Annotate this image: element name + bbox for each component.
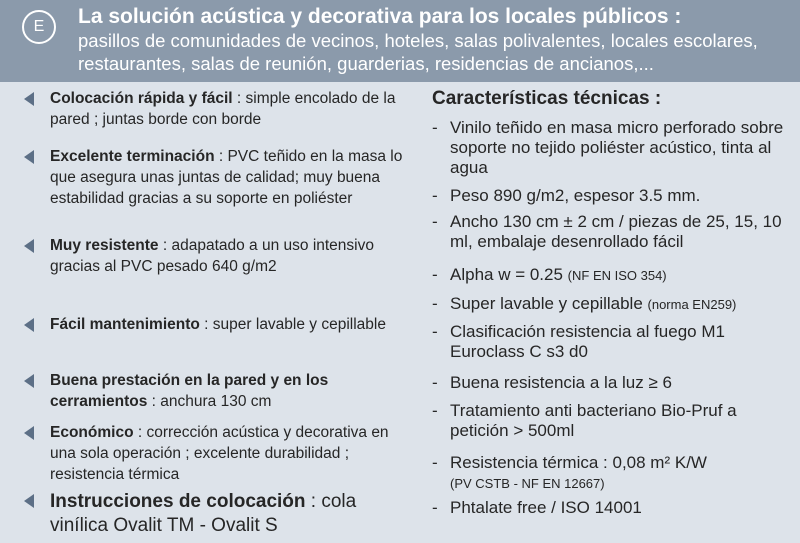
spec-item: - Buena resistencia a la luz ≥ 6 bbox=[432, 373, 672, 392]
feature-item bbox=[24, 490, 410, 538]
feature-item bbox=[24, 422, 410, 485]
spec-item: - Tratamiento anti bacteriano Bio-Pruf a petición > 500ml bbox=[432, 401, 737, 440]
feature-label: Muy resistente bbox=[50, 237, 159, 254]
header-title: La solución acústica y decorativa para los locales públicos : bbox=[78, 5, 682, 28]
feature-text: : PVC teñido en la masa lo que asegura unas juntas de calidad; muy buena estabilidad gracias a su soporte en poliéster bbox=[50, 148, 403, 207]
feature-label: Buena prestación en la pared y en los cerramientos bbox=[50, 372, 329, 410]
spec-text: Vinilo teñido en masa micro perforado sobre soporte no tejido poliéster acústico, tinta al agua bbox=[450, 118, 784, 177]
spec-text: Tratamiento anti bacteriano Bio-Pruf a petición > 500ml bbox=[450, 401, 737, 440]
spec-item: - Super lavable y cepillable (norma EN259) bbox=[432, 294, 737, 313]
header-subtitle: pasillos de comunidades de vecinos, hoteles, salas polivalentes, locales escolares, restaurantes, salas de reunión, guarderias, residencias de ancianos,... bbox=[78, 30, 758, 74]
spec-note: (PV CSTB - NF EN 12667) bbox=[450, 476, 605, 491]
spec-note: (norma EN259) bbox=[647, 297, 737, 312]
feature-item bbox=[24, 235, 410, 277]
triangle-bullet-icon bbox=[24, 150, 34, 164]
spec-item: - Vinilo teñido en masa micro perforado sobre soporte no tejido poliéster acústico, tinta al agua bbox=[432, 118, 784, 177]
triangle-bullet-icon bbox=[24, 239, 34, 253]
spec-text: Buena resistencia a la luz ≥ 6 bbox=[450, 373, 672, 392]
feature-text: : super lavable y cepillable bbox=[199, 316, 386, 333]
spec-text: Clasificación resistencia al fuego M1 Euroclass C s3 d0 bbox=[450, 322, 725, 361]
feature-text: : simple encolado de la pared ; juntas borde con borde bbox=[50, 90, 396, 128]
feature-label: Excelente terminación bbox=[50, 148, 215, 165]
feature-item bbox=[24, 370, 410, 412]
spec-text: Phtalate free / ISO 14001 bbox=[450, 498, 642, 517]
feature-item bbox=[24, 146, 410, 209]
spec-text: Alpha w = 0.25 bbox=[450, 265, 568, 284]
spec-item: - Clasificación resistencia al fuego M1 Euroclass C s3 d0 bbox=[432, 322, 725, 361]
spec-item: - Ancho 130 cm ± 2 cm / piezas de 25, 15, 10 ml, embalaje desenrollado fácil bbox=[432, 212, 782, 251]
feature-text: : adapatado a un uso intensivo gracias al PVC pesado 640 g/m2 bbox=[50, 237, 374, 275]
header-banner bbox=[0, 0, 800, 82]
feature-text: : corrección acústica y decorativa en una sola operación ; excelente durabilidad ; resistencia térmica bbox=[50, 424, 389, 483]
specs-title: Características técnicas : bbox=[432, 88, 662, 109]
section-badge: E bbox=[22, 10, 56, 44]
spec-text: Resistencia térmica : 0,08 m² K/W bbox=[450, 453, 707, 472]
feature-label: Fácil mantenimiento bbox=[50, 316, 200, 333]
triangle-bullet-icon bbox=[24, 374, 34, 388]
feature-label: Económico bbox=[50, 424, 134, 441]
spec-item: - Phtalate free / ISO 14001 bbox=[432, 498, 642, 517]
triangle-bullet-icon bbox=[24, 426, 34, 440]
spec-note: (NF EN ISO 354) bbox=[567, 268, 667, 283]
spec-text: Peso 890 g/m2, espesor 3.5 mm. bbox=[450, 186, 701, 205]
triangle-bullet-icon bbox=[24, 494, 34, 508]
triangle-bullet-icon bbox=[24, 318, 34, 332]
feature-text: : cola vinílica Ovalit TM - Ovalit S bbox=[50, 491, 357, 536]
spec-text: Super lavable y cepillable bbox=[450, 294, 648, 313]
feature-label: Instrucciones de colocación bbox=[50, 491, 306, 512]
spec-item: - Alpha w = 0.25 (NF EN ISO 354) bbox=[432, 265, 667, 284]
triangle-bullet-icon bbox=[24, 92, 34, 106]
spec-item: - Peso 890 g/m2, espesor 3.5 mm. bbox=[432, 186, 701, 205]
feature-item bbox=[24, 314, 410, 335]
spec-item: - Resistencia térmica : 0,08 m² K/W (PV CSTB - NF EN 12667) bbox=[432, 453, 707, 491]
feature-text: : anchura 130 cm bbox=[147, 393, 272, 410]
feature-label: Colocación rápida y fácil bbox=[50, 90, 233, 107]
feature-item bbox=[24, 88, 410, 130]
spec-text: Ancho 130 cm ± 2 cm / piezas de 25, 15, 10 ml, embalaje desenrollado fácil bbox=[450, 212, 782, 251]
